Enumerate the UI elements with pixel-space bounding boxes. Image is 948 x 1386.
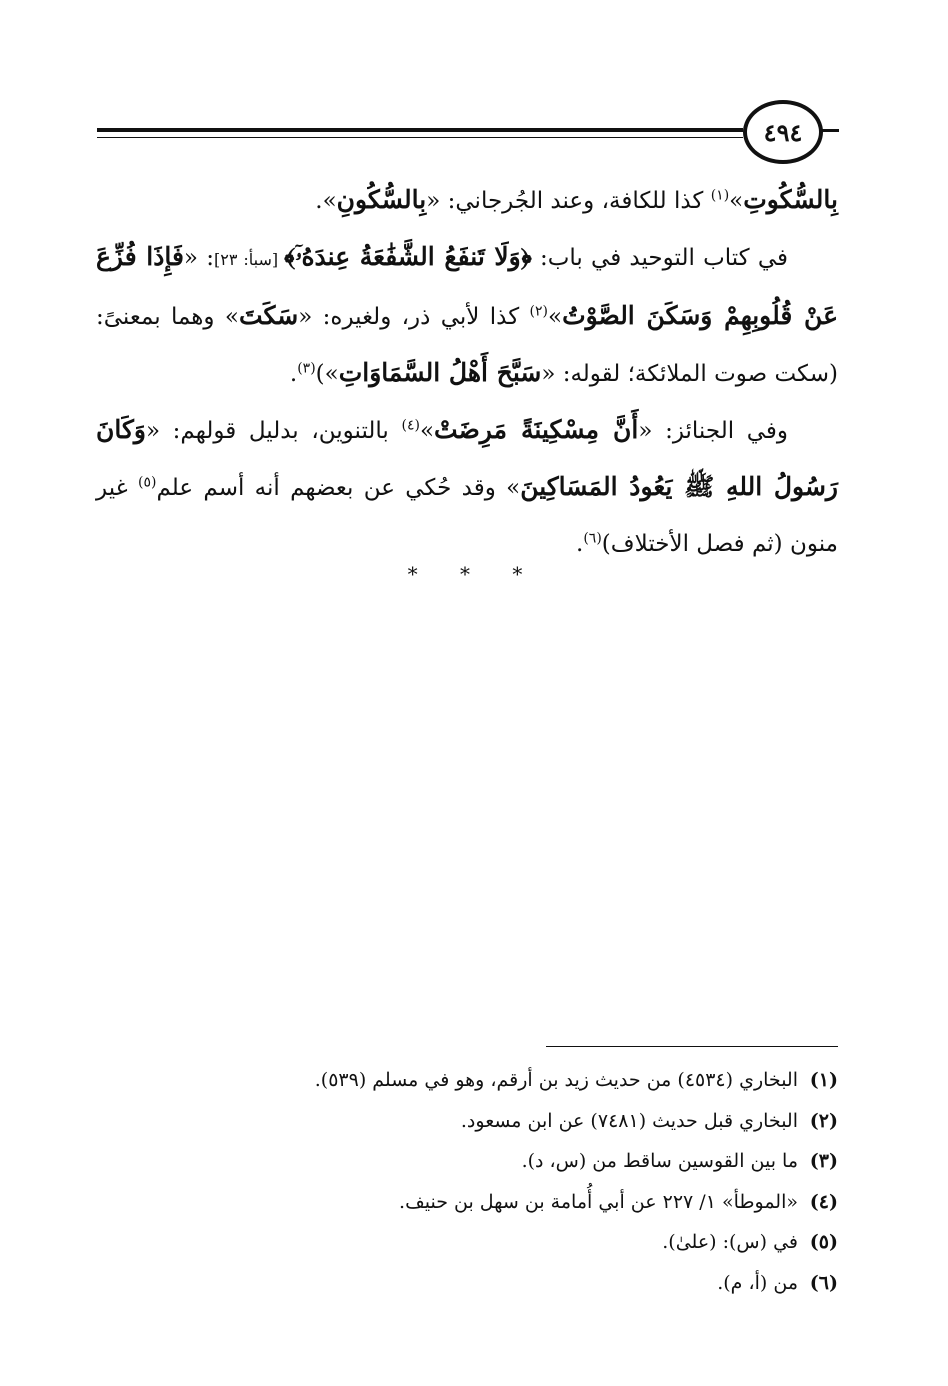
footnote-text: من (أ، م).	[717, 1271, 798, 1294]
text-run: .	[289, 361, 298, 387]
text-run: كذا لأبي ذر، ولغيره: «	[298, 304, 530, 330]
footnote-text: البخاري (٤٥٣٤) من حديث زيد بن أرقم، وهو في مسلم (٥٣٩).	[314, 1069, 798, 1091]
footnote-ref-5: (٥)	[137, 474, 157, 491]
quote-text: سَبَّحَ أَهْلُ السَّمَاوَاتِ	[338, 358, 542, 387]
footnote-number: (٦)	[809, 1271, 838, 1294]
text-run: » وهما بمعنىً: (سكت صوت الملائكة؛ لقوله: «	[96, 304, 838, 387]
section-separator: * * *	[407, 562, 541, 586]
page-number: ٤٩٤	[763, 117, 803, 147]
text-run: »	[419, 418, 435, 444]
quote-text: سَكَتَ	[238, 301, 299, 330]
header-rule-thin	[97, 137, 743, 138]
footnote-ref-3: (٣)	[297, 360, 316, 377]
quote-text: بِالسُّكُونِ	[336, 185, 427, 214]
quote-text: بِالسُّكُوتِ	[743, 185, 838, 214]
footnote-item	[96, 1060, 838, 1101]
footnote-text: ما بين القوسين ساقط من (س، د).	[521, 1150, 798, 1172]
footnote-item	[96, 1182, 838, 1223]
text-run: وفي الجنائز: «	[638, 418, 789, 444]
footnote-item	[96, 1222, 838, 1263]
text-run: »)	[315, 361, 339, 387]
quote-text: فَإِذَا فُزِّعَ عَنْ قُلُوبِهِمْ وَسَكَنَ الصَّوْتُ	[96, 242, 838, 330]
page-number-circle	[743, 100, 823, 164]
text-run: » وقد حُكي عن بعضهم أنه أسم علم	[156, 475, 521, 501]
paragraph-2	[96, 229, 838, 402]
text-run: : «	[183, 245, 214, 271]
text-run: »	[729, 188, 744, 214]
footnote-item	[96, 1263, 838, 1304]
footnote-text: «الموطأ» ١/ ٢٢٧ عن أبي أُمامة بن سهل بن حنيف.	[399, 1190, 798, 1213]
footnote-item	[96, 1141, 838, 1182]
footnote-number: (٢)	[809, 1109, 838, 1132]
quran-verse: ﴿وَلَا تَنفَعُ الشَّفَٰعَةُ عِندَهُۥٓ﴾	[284, 242, 532, 271]
paragraph-3	[96, 402, 838, 572]
footnote-text: البخاري قبل حديث (٧٤٨١) عن ابن مسعود.	[460, 1109, 798, 1132]
page-header	[97, 98, 839, 168]
footnote-divider	[546, 1046, 838, 1047]
footnote-text: في (س): (علىٰ).	[662, 1231, 798, 1253]
text-run: ».	[315, 188, 337, 214]
footnote-ref-4: (٤)	[401, 417, 420, 434]
footnote-number: (٥)	[809, 1231, 838, 1253]
text-run: »	[547, 304, 563, 330]
footnote-item	[96, 1101, 838, 1142]
text-run: .	[576, 531, 584, 557]
quote-text: أَنَّ مِسْكِينَةً مَرِضَتْ	[434, 415, 639, 444]
footnote-ref-1: (١)	[710, 187, 730, 204]
paragraph-1	[96, 172, 838, 229]
footnote-ref-2: (٢)	[529, 303, 548, 320]
footnote-ref-6: (٦)	[583, 530, 602, 547]
footnote-number: (١)	[809, 1069, 838, 1091]
footnote-number: (٤)	[809, 1190, 838, 1213]
text-run: في كتاب التوحيد في باب:	[531, 245, 789, 271]
text-run: كذا للكافة، وعند الجُرجاني: «	[426, 188, 711, 214]
text-run: غير منون (ثم فصل الأختلاف)	[96, 475, 838, 557]
verse-reference: [سبأ: ٢٣]	[213, 250, 285, 269]
footnotes	[96, 1060, 838, 1303]
header-rule-thick	[97, 128, 743, 132]
quote-text: وَكَانَ رَسُولُ اللهِ ﷺ يَعُودُ المَسَاكِينَ	[96, 415, 838, 501]
footnote-number: (٣)	[809, 1150, 838, 1172]
text-run: بالتنوين، بدليل قولهم: «	[145, 418, 402, 444]
main-text	[96, 172, 838, 572]
